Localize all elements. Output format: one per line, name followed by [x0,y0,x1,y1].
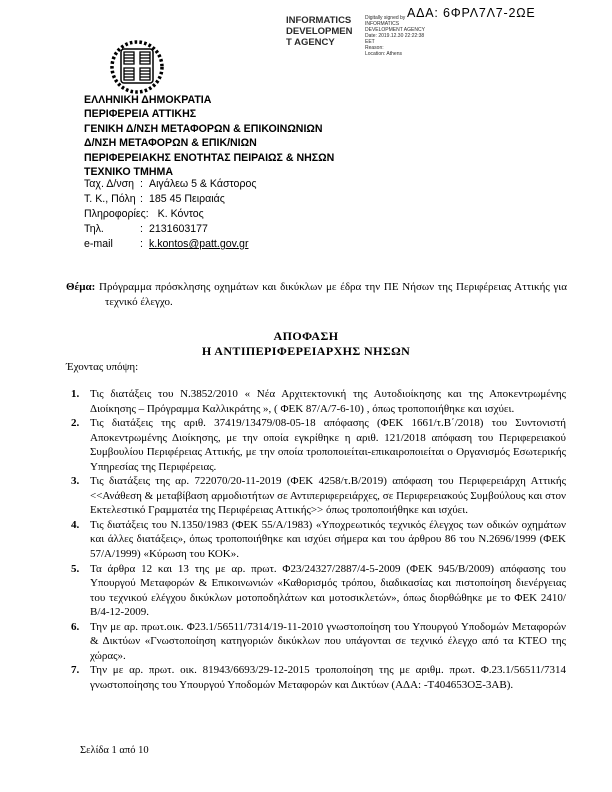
contact-value: Αιγάλεω 5 & Κάστορος [149,178,257,190]
item-number: 1. [71,388,80,400]
stamp-detail-line: Reason: [365,45,384,51]
item-text: Τις διατάξεις της αριθ. 37419/13479/08-05-18 απόφασης (ΦΕΚ 1661/τ.Β΄/2018) του Συντονιστή Αποκεντρωμένης Διοίκησης, με την οποία εγκρίθηκε η αριθ. 121/2018 απόφαση του Περιφερειακού Συμβουλίου Περιφέρειας Αττικής, με την οποία τροποποιείται-επικαιροποιείται ο Οργανισμός Εσωτερικής Υπηρεσίας της Περιφέρειας. [90,417,566,473]
header-line-general-directorate: ΓΕΝΙΚΗ Δ/ΝΣΗ ΜΕΤΑΦΟΡΩΝ & ΕΠΙΚΟΙΝΩΝΙΩΝ [84,122,323,135]
contact-separator: : [140,193,143,205]
decision-title: ΑΠΟΦΑΣΗ [273,329,339,343]
subject-label: Θέμα: [66,281,96,293]
contact-row-phone [84,222,256,237]
item-number: 4. [71,518,80,531]
stamp-signature-details [365,15,443,57]
contact-row-email [84,237,256,252]
digital-signature-stamp [286,15,443,57]
subject-text: Πρόγραμμα πρόσκλησης οχημάτων και δικύκλων με έδρα την ΠΕ Νήσων της Περιφέρειας Αττικής για τεχνικό έλεγχο. [99,281,567,309]
coat-of-arms-icon [104,38,170,96]
list-item [72,663,566,692]
header-line-directorate: Δ/ΝΣΗ ΜΕΤΑΦΟΡΩΝ & ΕΠΙΚ/ΝΙΩΝ [84,137,257,150]
header-line-region: ΠΕΡΙΦΕΡΕΙΑ ΑΤΤΙΚΗΣ [84,108,197,121]
page-number-footer: Σελίδα 1 από 10 [80,745,149,756]
subject-paragraph [66,280,567,310]
list-item [72,387,566,416]
stamp-detail-line: DEVELOPMENT AGENCY [365,27,425,33]
contact-label: e-mail [84,238,113,250]
contact-row-postal [84,192,256,207]
contact-value: 2131603177 [149,223,208,235]
stamp-detail-line: Digitally signed by [365,15,406,21]
contact-separator: : [140,178,143,190]
item-number: 2. [71,417,80,430]
contact-separator: : [140,238,143,250]
legal-items-list [72,387,566,692]
contact-row-address [84,177,256,192]
stamp-agency-line: INFORMATICS [286,15,352,26]
header-line-republic: ΕΛΛΗΝΙΚΗ ΔΗΜΟΚΡΑΤΙΑ [84,94,212,106]
list-item [72,620,566,664]
contact-row-information [84,207,256,222]
email-link[interactable]: k.kontos@patt.gov.gr [149,238,249,250]
contact-value: Κ. Κόντος [157,208,204,220]
stamp-detail-line: Location: Athens [365,51,402,57]
item-text: Τα άρθρα 12 και 13 της με αρ. πρωτ. Φ23/24327/2887/4-5-2009 (ΦΕΚ 945/Β/2009) απόφασης του Υπουργού Μεταφορών & Επικοινωνιών «Καθορισμός τρόπου, διαδικασίας και πιστοποίηση διενέργειας του τεχνικού ελέγχου δικύκλων μοτοποδηλάτων και μοτοσικλετών», όπως διορθώθηκε με το ΦΕΚ 2410/Β/4-12-2009. [90,562,566,619]
stamp-detail-line: Date: 2019.12.30 22:22:38 [365,33,425,39]
contact-value: 185 45 Πειραιάς [149,193,225,205]
item-text: Την με αρ. πρωτ.οικ. Φ23.1/56511/7314/19-11-2010 γνωστοποίηση του Υπουργού Υποδομών Μεταφορών & Δικτύων «Γνωστοποίηση κατηγοριών δικύκλων που υπάγονται σε τεχνικό έλεγχο από τα ΚΤΕΟ της χώρας». [90,620,566,662]
item-text: Τις διατάξεις του Ν.1350/1983 (ΦΕΚ 55/Α/1983) «Υποχρεωτικός τεχνικός έλεγχος των οδικών οχημάτων και άλλες διατάξεις», όπως τροποποιήθηκε και ισχύει σήμερα και του άρθρου 86 του Ν.2696/1999 (ΦΕΚ 57/Α/1999) «Κύρωση του ΚΟΚ». [90,518,566,561]
contact-block [84,177,256,252]
list-item [72,518,566,562]
stamp-detail-line: EET [365,39,375,45]
ada-code: ΑΔΑ: 6ΦΡΛ7Λ7-2ΩΕ [407,6,536,20]
stamp-detail-line: INFORMATICS [365,21,400,27]
item-number: 3. [71,475,80,488]
contact-label: Τηλ. [84,223,104,235]
service-header [84,93,334,179]
list-item [72,562,566,620]
contact-label: Τ. Κ., Πόλη [84,193,136,205]
item-text: Τις διατάξεις του Ν.3852/2010 « Νέα Αρχιτεκτονική της Αυτοδιοίκησης και της Αποκεντρωμένης Διοίκησης – Πρόγραμμα Καλλικράτης », ( ΦΕΚ 87/Α/7-6-10) , όπως τροποποιήθηκε και ισχύει. [90,388,566,415]
stamp-agency-line: T AGENCY [286,37,335,48]
list-item [72,416,566,474]
contact-label: Πληροφορίες: [84,208,149,220]
item-text: Την με αρ. πρωτ. οικ. 81943/6693/29-12-2015 τροποποίηση της με αριθμ. πρωτ. Φ.23.1/56511/7314 γνωστοποίησης του Υπουργού Υποδομών Μεταφορών και Δικτύων (ΑΔΑ: -Τ404653ΟΞ-3ΑΒ). [90,664,566,691]
item-number: 7. [71,664,80,677]
header-line-department: ΤΕΧΝΙΚΟ ΤΜΗΜΑ [84,166,173,179]
decision-subtitle: Η ΑΝΤΙΠΕΡΙΦΕΡΕΙΑΡΧΗΣ ΝΗΣΩΝ [201,344,411,358]
item-number: 6. [71,620,80,633]
preamble-text: Έχοντας υπόψη: [66,361,139,373]
header-line-regional-unit: ΠΕΡΙΦΕΡΕΙΑΚΗΣ ΕΝΟΤΗΤΑΣ ΠΕΙΡΑΙΩΣ & ΝΗΣΩΝ [84,151,335,164]
contact-separator: : [140,223,143,235]
contact-label: Ταχ. Δ/νση [84,178,135,190]
stamp-agency-line: DEVELOPMEN [286,26,353,37]
item-text: Τις διατάξεις της αρ. 722070/20-11-2019 (ΦΕΚ 4258/τ.Β/2019) απόφαση του Περιφερειάρχη Αττικής <<Ανάθεση & μεταβίβαση αρμοδιοτήτων σε Αντιπεριφερειάρχες, σε Περιφερειακούς Συμβούλους και στον Εκτελεστικό Γραμματέα της Περιφέρειας Αττικής>> όπως τροποποιήθηκε και ισχύει. [90,475,566,517]
list-item [72,474,566,518]
item-number: 5. [71,562,80,575]
stamp-agency-name [286,15,360,57]
